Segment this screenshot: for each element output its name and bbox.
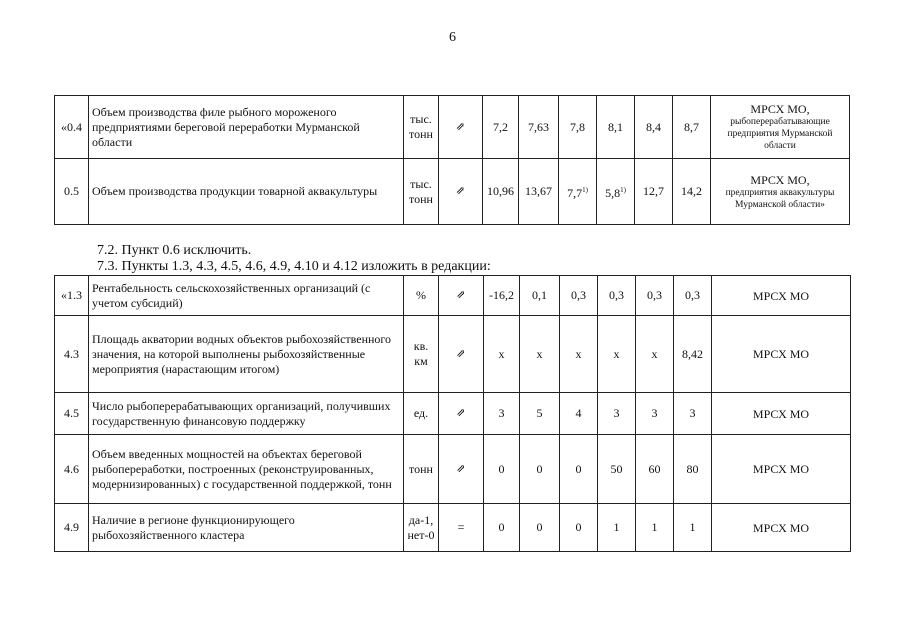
value-cell: 1 [598,504,636,552]
value-cell: 7,2 [483,96,519,159]
indicators-table-bottom [54,275,851,552]
unit: тыс. тонн [404,159,439,225]
value-cell: x [520,316,560,393]
value-cell: 3 [636,393,674,435]
table-row [55,316,851,393]
value-cell: -16,2 [484,276,520,316]
value-cell: 80 [674,435,712,504]
trend-arrow-icon: ⇗ [439,393,484,435]
responsible-org: МРСХ МО [712,276,851,316]
value-cell: 3 [484,393,520,435]
value-cell: 3 [674,393,712,435]
value-cell: 50 [598,435,636,504]
value-cell: 8,7 [673,96,711,159]
indicator-name: Число рыбоперерабатывающих организаций, получивших государственную финансовую поддержку [89,393,404,435]
responsible-org: МРСХ МО [712,316,851,393]
unit: ед. [404,393,439,435]
value-cell: x [560,316,598,393]
value-cell: 0 [520,504,560,552]
row-number: 0.5 [55,159,89,225]
indicator-name: Наличие в регионе функционирующего рыбохозяйственного кластера [89,504,404,552]
value-cell: 14,2 [673,159,711,225]
value-cell [597,159,635,225]
value-cell: 0,3 [636,276,674,316]
value-cell: 0,3 [598,276,636,316]
value-cell: 12,7 [635,159,673,225]
value-cell: 0,1 [520,276,560,316]
footnote-mark: 1) [582,185,588,194]
indicator-name: Объем введенных мощностей на объектах береговой рыбопереработки, построенных (реконструированных, модернизированных) с государственной поддержкой, тонн [89,435,404,504]
footnote-mark: 1) [620,185,626,194]
row-number: 4.9 [55,504,89,552]
value-cell: 0 [520,435,560,504]
table-row [55,393,851,435]
responsible-org: МРСХ МО [712,393,851,435]
responsible-org [711,96,850,159]
org-main: МРСХ МО, [750,102,810,116]
value-cell: x [636,316,674,393]
value-cell: 5 [520,393,560,435]
value-cell: 1 [636,504,674,552]
value-text: 7,7 [567,185,583,200]
unit: кв. км [404,316,439,393]
org-main: МРСХ МО, [750,172,810,187]
value-cell: 8,42 [674,316,712,393]
row-number: 4.3 [55,316,89,393]
value-text: 5,8 [605,185,621,200]
page-number: 6 [449,30,456,45]
indicator-name: Объем производства продукции товарной аквакультуры [89,159,404,225]
indicator-name: Рентабельность сельскохозяйственных организаций (с учетом субсидий) [89,276,404,316]
table-row [55,96,850,159]
trend-arrow-icon: ⇗ [439,435,484,504]
trend-arrow-icon: ⇗ [439,96,483,159]
value-cell: 3 [598,393,636,435]
value-cell: 60 [636,435,674,504]
table-row [55,504,851,552]
row-number: «1.3 [55,276,89,316]
table-row [55,276,851,316]
paragraph-7-3: 7.3. Пункты 1.3, 4.3, 4.5, 4.6, 4.9, 4.10 и 4.12 изложить в редакции: [97,259,491,274]
responsible-org [711,159,850,225]
unit: да-1, нет-0 [404,504,439,552]
value-cell: 0 [484,504,520,552]
indicators-table-top [54,95,850,225]
value-cell: 7,8 [559,96,597,159]
row-number: «0.4 [55,96,89,159]
value-cell: 0 [484,435,520,504]
value-cell: 0 [560,435,598,504]
value-cell: 7,63 [519,96,559,159]
responsible-org: МРСХ МО [712,435,851,504]
org-sub: рыбоперерабатывающие предприятия Мурманской области [727,117,833,151]
value-cell: 0,3 [560,276,598,316]
trend-equal-icon: = [439,504,484,552]
value-cell: x [484,316,520,393]
org-sub: предприятия аквакультуры Мурманской области» [725,187,835,210]
value-cell: 0 [560,504,598,552]
paragraph-7-2: 7.2. Пункт 0.6 исключить. [97,243,252,258]
trend-arrow-icon: ⇗ [439,316,484,393]
table-row [55,435,851,504]
value-cell: 8,1 [597,96,635,159]
value-cell: 10,96 [483,159,519,225]
responsible-org: МРСХ МО [712,504,851,552]
value-cell: 13,67 [519,159,559,225]
row-number: 4.5 [55,393,89,435]
indicator-name: Площадь акватории водных объектов рыбохозяйственного значения, на которой выполнены рыбохозяйственные мероприятия (нарастающим итогом) [89,316,404,393]
trend-arrow-icon: ⇗ [439,159,483,225]
value-cell: 1 [674,504,712,552]
value-cell: 4 [560,393,598,435]
unit: % [404,276,439,316]
indicator-name: Объем производства филе рыбного мороженого предприятиями береговой переработки Мурманской области [89,96,404,159]
row-number: 4.6 [55,435,89,504]
value-cell [559,159,597,225]
unit: тонн [404,435,439,504]
value-cell: x [598,316,636,393]
unit: тыс. тонн [404,96,439,159]
value-cell: 0,3 [674,276,712,316]
table-row [55,159,850,225]
value-cell: 8,4 [635,96,673,159]
trend-arrow-icon: ⇗ [439,276,484,316]
